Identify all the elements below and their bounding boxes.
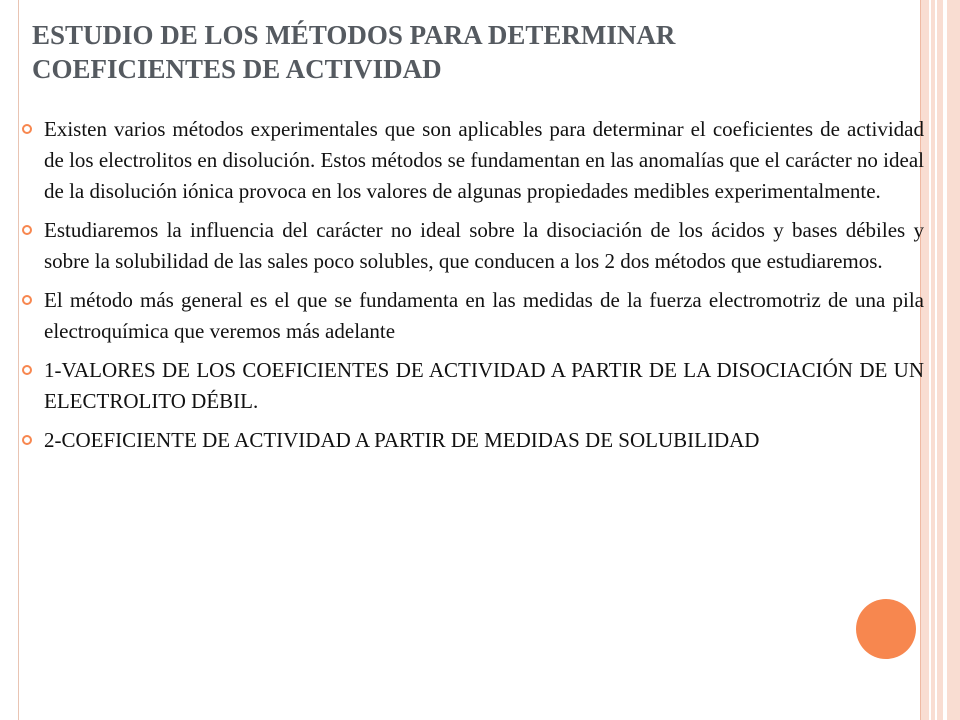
slide-title [32,18,902,86]
band-stripe [929,0,931,720]
slide-title-line: ESTUDIO DE LOS MÉTODOS PARA DETERMINAR [32,20,676,50]
right-decorative-band [921,0,960,720]
bullet-circle-icon [22,435,32,445]
bullet-circle-icon [22,225,32,235]
bullet-item [22,114,924,207]
band-stripe [935,0,937,720]
bullet-item [22,355,924,417]
bullet-text: 1-VALORES DE LOS COEFICIENTES DE ACTIVIDAD A PARTIR DE LA DISOCIACIÓN DE UN ELECTROLITO DÉBIL. [44,358,924,413]
bullet-circle-icon [22,124,32,134]
bullet-item [22,285,924,347]
bullet-text: 2-COEFICIENTE DE ACTIVIDAD A PARTIR DE MEDIDAS DE SOLUBILIDAD [44,428,760,452]
bullet-circle-icon [22,365,32,375]
bullet-text: Estudiaremos la influencia del carácter no ideal sobre la disociación de los ácidos y bases débiles y sobre la solubilidad de las sales poco solubles, que conducen a los 2 dos métodos que estudiaremos. [44,218,924,273]
decorative-circle [856,599,916,659]
band-stripe [943,0,947,720]
bullet-text: El método más general es el que se fundamenta en las medidas de la fuerza electromotriz de una pila electroquímica que veremos más adelante [44,288,924,343]
bullet-list [22,114,924,464]
bullet-text: Existen varios métodos experimentales que son aplicables para determinar el coeficientes de actividad de los electrolitos en disolución. Estos métodos se fundamentan en las anomalías que el carácter no ideal de la disolución iónica provoca en los valores de algunas propiedades medibles experimentalmente. [44,117,924,203]
left-border-line [18,0,19,720]
bullet-circle-icon [22,295,32,305]
bullet-item [22,425,924,456]
slide-title-line: COEFICIENTES DE ACTIVIDAD [32,54,442,84]
bullet-item [22,215,924,277]
